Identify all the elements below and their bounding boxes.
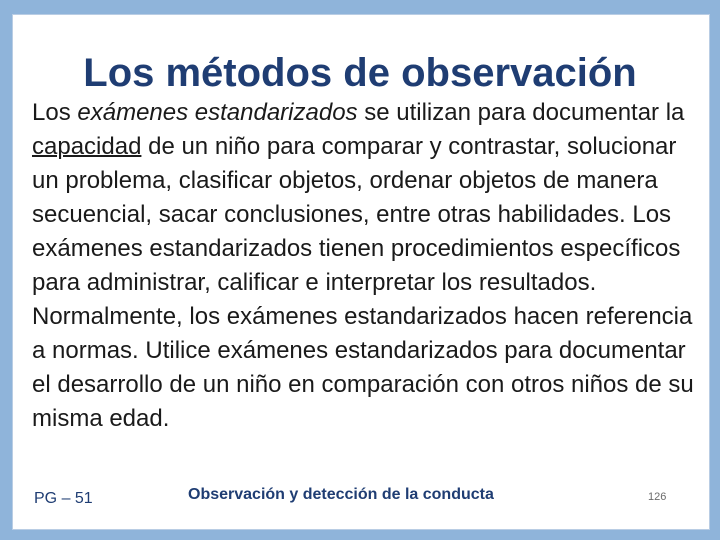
footer-title: Observación y detección de la conducta: [188, 486, 494, 503]
body-text-middle: se utilizan para documentar la: [357, 99, 685, 126]
body-text-start: Los: [32, 99, 78, 126]
body-emphasis: exámenes estandarizados: [77, 99, 358, 126]
slide-number: 126: [648, 491, 667, 503]
body-text-end: de un niño para comparar y contrastar, solucionar un problema, clasificar objetos, ordenar objetos de manera secuencial, sacar conclusiones, entre otras habilidades. Los exámenes estandarizados tienen procedimientos específicos para administrar, calificar e interpretar los resultados. Normalmente, los exámenes estandarizados hacen referencia a normas. Utilice exámenes estandarizados para documentar el desarrollo de un niño en comparación con otros niños de su misma edad.: [32, 133, 694, 432]
slide-title: Los métodos de observación: [83, 51, 637, 95]
footer-reference: PG – 51: [34, 490, 93, 507]
slide-body-text: [32, 96, 704, 436]
body-underlined-term: capacidad: [32, 133, 142, 160]
